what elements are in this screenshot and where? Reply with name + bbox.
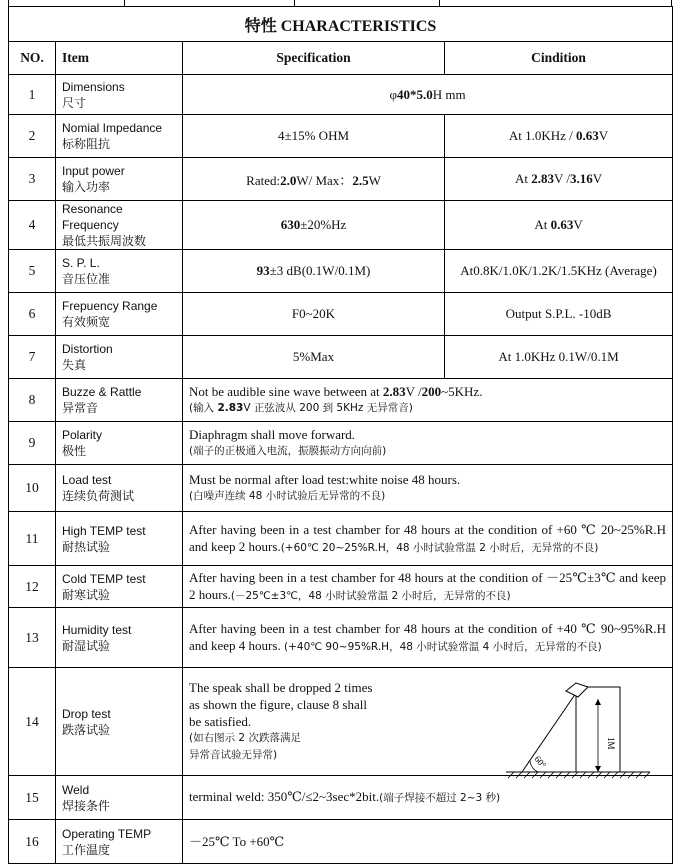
spec-line-english: be satisfied. [189, 714, 252, 729]
row-number: 4 [9, 201, 56, 250]
spec-cell [183, 75, 673, 115]
row-number: 13 [9, 608, 56, 668]
item-chinese: 失真 [62, 358, 87, 372]
row-number: 7 [9, 336, 56, 379]
spec-line-english: as shown the figure, clause 8 shall [189, 697, 367, 712]
condition-text: At 1.0KHz / [508, 128, 577, 143]
item-english: Humidity test [62, 622, 132, 637]
item-english: Buzze & Rattle [62, 385, 142, 399]
condition-value: 0.63 [576, 128, 599, 143]
item-cell [56, 336, 183, 379]
condition-cell [445, 115, 673, 158]
item-chinese: 标称阻抗 [62, 137, 111, 151]
spec-text-chinese: (－25℃±3℃，48 小时试验常温 2 小时后，无异常的不良) [230, 589, 511, 602]
item-english: Cold TEMP test [62, 571, 146, 586]
drop-incline-line [522, 693, 576, 772]
spec-value: 40*5.0 [396, 86, 433, 102]
spec-cell [183, 566, 673, 608]
condition-cell: At0.8K/1.0K/1.2K/1.5KHz (Average) [445, 250, 673, 293]
spec-line-english: The speak shall be dropped 2 times [189, 680, 373, 695]
item-english: Weld [62, 782, 90, 797]
item-english: S. P. L. [62, 256, 100, 270]
table-row [9, 158, 673, 201]
spec-text-english: After having been in a test chamber for 48 hours at the condition of －25℃±3℃ and keep 2 hours. [189, 569, 667, 602]
row-number: 6 [9, 293, 56, 336]
item-english: Input power [62, 164, 125, 178]
item-chinese: 跌落试验 [62, 722, 111, 737]
condition-unit: V [573, 217, 583, 232]
spec-cell [183, 422, 673, 465]
row-number: 1 [9, 75, 56, 115]
spec-value: 2.5 [352, 172, 369, 188]
spec-cell [183, 512, 673, 566]
table-row [9, 668, 673, 776]
condition-cell: Output S.P.L. -10dB [445, 293, 673, 336]
characteristics-table [8, 6, 673, 864]
item-chinese: 工作温度 [62, 842, 111, 857]
spec-line-chinese: (白噪声连续 48 小时试验后无异常的不良) [189, 490, 386, 502]
table-row [9, 379, 673, 422]
spec-cell [183, 608, 673, 668]
spec-text-chinese: (+60℃ 20~25%R.H，48 小时试验常温 2 小时后，无异常的不良) [280, 541, 599, 554]
table-title: 特性 CHARACTERISTICS [9, 7, 673, 42]
row-number: 10 [9, 465, 56, 512]
diameter-symbol: φ [389, 86, 397, 102]
spec-value: 200 [421, 384, 442, 399]
item-cell [56, 293, 183, 336]
spec-value: 2.83 [217, 402, 244, 414]
condition-value: 3.16 [569, 171, 593, 186]
spec-line-chinese [189, 400, 666, 417]
spec-text-english: After having been in a test chamber for 48 hours at the condition of +40 ℃ 90~95%R.H and keep 4 hours. [189, 620, 667, 653]
drop-test-figure [498, 679, 658, 779]
item-chinese: 尺寸 [62, 95, 87, 110]
row-number: 9 [9, 422, 56, 465]
row-number: 16 [9, 820, 56, 864]
row-number: 8 [9, 379, 56, 422]
item-cell [56, 422, 183, 465]
item-english: Frepuency Range [62, 299, 158, 313]
spec-text-english: terminal weld: 350℃/≤2~3sec*2bit. [189, 789, 380, 804]
item-chinese: 极性 [62, 444, 87, 458]
spec-cell [183, 776, 673, 820]
item-cell [56, 608, 183, 668]
item-chinese: 音压位准 [62, 272, 111, 286]
item-english: Dimensions [62, 79, 125, 94]
spec-unit: H mm [432, 86, 466, 102]
item-cell [56, 776, 183, 820]
spec-cell [183, 250, 445, 293]
spec-text: ±3 dB(0.1W/0.1M) [269, 263, 371, 278]
table-row [9, 566, 673, 608]
item-cell [56, 158, 183, 201]
spec-text: V / [405, 384, 422, 399]
condition-cell: At 1.0KHz 0.1W/0.1M [445, 336, 673, 379]
spec-cell [183, 201, 445, 250]
table-row [9, 465, 673, 512]
item-chinese: 异常音 [62, 401, 99, 415]
table-row [9, 820, 673, 864]
item-cell [56, 250, 183, 293]
table-row [9, 608, 673, 668]
item-cell [56, 820, 183, 864]
item-chinese: 有效频宽 [62, 315, 111, 329]
spec-text: V 正弦波从 200 到 5KHz 无异常音) [243, 402, 413, 414]
header-item: Item [56, 42, 183, 75]
row-number: 2 [9, 115, 56, 158]
strip-divider [124, 0, 125, 6]
spec-cell [183, 158, 445, 201]
spec-cell [183, 465, 673, 512]
condition-unit: V [598, 128, 609, 143]
spec-text: ±20%Hz [300, 217, 347, 232]
spec-unit: W [368, 172, 381, 188]
table-row [9, 201, 673, 250]
top-strip [8, 0, 672, 6]
item-cell [56, 379, 183, 422]
row-number: 3 [9, 158, 56, 201]
table-row [9, 336, 673, 379]
item-cell [56, 201, 183, 250]
item-english: Distortion [62, 342, 113, 356]
strip-divider [439, 0, 440, 6]
spec-text: W/ Max： [296, 172, 353, 188]
spec-text-chinese: (+40℃ 90~95%R.H，48 小时试验常温 4 小时后，无异常的不良) [280, 640, 602, 653]
spec-text: ~5KHz. [441, 384, 483, 399]
condition-cell [445, 158, 673, 201]
table-row [9, 115, 673, 158]
item-english: Operating TEMP [62, 826, 152, 841]
item-cell [56, 668, 183, 776]
item-english: Load test [62, 473, 112, 487]
header-specification: Specification [183, 42, 445, 75]
header-no: NO. [9, 42, 56, 75]
strip-divider [294, 0, 295, 6]
spec-cell: 4±15% OHM [183, 115, 445, 158]
row-number: 14 [9, 668, 56, 776]
spec-line-chinese: (如右图示 2 次跌落满足 [189, 732, 301, 744]
condition-unit: V [592, 171, 603, 186]
condition-value: 2.83 [531, 171, 554, 186]
spec-cell [183, 668, 673, 776]
table-row [9, 293, 673, 336]
spec-line-english: Diaphragm shall move forward. [189, 427, 356, 442]
spec-line-english [189, 383, 666, 400]
spec-line-chinese: (端子的正极通入电流，振膜振动方向向前) [189, 445, 387, 457]
drop-test-text [183, 677, 405, 766]
height-label: 1M [606, 737, 617, 750]
spec-value: 93 [256, 263, 270, 278]
ground-hatch [508, 772, 650, 778]
condition-cell [445, 201, 673, 250]
item-english: Polarity [62, 428, 103, 442]
table-row [9, 512, 673, 566]
item-english: High TEMP test [62, 523, 146, 538]
item-chinese: 最低共振周波数 [62, 234, 147, 248]
spec-value: 2.83 [382, 384, 406, 399]
spec-value: 2.0 [280, 172, 297, 188]
condition-text: At [514, 171, 532, 186]
table-row [9, 75, 673, 115]
item-chinese: 耐湿试验 [62, 638, 111, 653]
angle-label: 60° [532, 753, 549, 770]
table-row [9, 776, 673, 820]
item-english: Nomial Impedance [62, 121, 163, 135]
condition-text: At [534, 217, 551, 232]
spec-cell: F0~20K [183, 293, 445, 336]
item-english: Drop test [62, 706, 111, 721]
spec-line-english: Must be normal after load test:white noise 48 hours. [189, 472, 461, 487]
item-cell [56, 75, 183, 115]
characteristics-sheet [8, 0, 672, 864]
spec-cell [183, 379, 673, 422]
item-cell [56, 465, 183, 512]
spec-value: 630 [280, 217, 301, 232]
row-number: 5 [9, 250, 56, 293]
item-chinese: 焊接条件 [62, 798, 111, 813]
header-condition: Cindition [445, 42, 673, 75]
item-chinese: 耐热试验 [62, 539, 111, 554]
spec-text-english: After having been in a test chamber for 48 hours at the condition of +60 ℃ 20~25%R.H and keep 2 hours. [189, 521, 667, 554]
spec-cell: 5%Max [183, 336, 445, 379]
item-cell [56, 115, 183, 158]
row-number: 15 [9, 776, 56, 820]
spec-cell: －25℃ To +60℃ [183, 820, 673, 864]
spec-text-chinese: (端子焊接不超过 2~3 秒) [379, 792, 501, 804]
spec-text: Not be audible sine wave between at [189, 384, 383, 399]
table-row [9, 250, 673, 293]
item-cell [56, 566, 183, 608]
row-number: 11 [9, 512, 56, 566]
spec-text: (输入 [189, 402, 218, 414]
item-chinese: 连续负荷测试 [62, 489, 135, 503]
table-row [9, 422, 673, 465]
drop-test-content [183, 677, 672, 770]
item-chinese: 耐寒试验 [62, 587, 111, 602]
item-cell [56, 512, 183, 566]
spec-text: Rated: [246, 172, 281, 188]
spec-line-chinese: 异常音试验无异常) [189, 749, 278, 761]
row-number: 12 [9, 566, 56, 608]
item-english: Resonance Frequency [62, 202, 123, 232]
condition-text: V / [553, 171, 570, 186]
item-chinese: 输入功率 [62, 180, 111, 194]
condition-value: 0.63 [550, 217, 574, 232]
